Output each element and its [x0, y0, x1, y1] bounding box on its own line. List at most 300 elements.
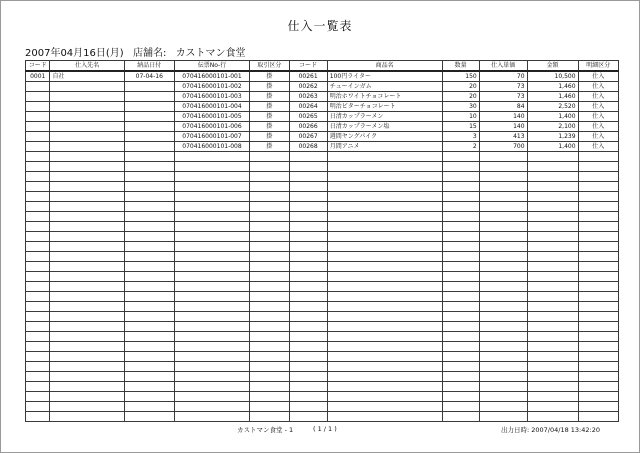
- store-name: カストマン食堂: [175, 48, 246, 59]
- empty-cell: [479, 412, 527, 422]
- empty-cell: [442, 222, 479, 232]
- empty-cell: [50, 292, 124, 302]
- empty-cell: [26, 192, 50, 202]
- cell-supplier-code: [26, 92, 50, 102]
- cell-supplier-name: [50, 142, 124, 152]
- empty-cell: [250, 152, 289, 162]
- empty-cell: [289, 302, 327, 312]
- empty-cell: [250, 312, 289, 322]
- empty-cell: [527, 162, 578, 172]
- empty-cell: [26, 362, 50, 372]
- empty-cell: [578, 212, 618, 222]
- empty-cell: [479, 352, 527, 362]
- empty-cell: [442, 382, 479, 392]
- footer-page-number: ( 1 / 1 ): [313, 425, 337, 433]
- empty-cell: [442, 352, 479, 362]
- empty-cell: [479, 312, 527, 322]
- empty-cell: [327, 152, 442, 162]
- empty-cell: [250, 332, 289, 342]
- empty-cell: [26, 172, 50, 182]
- empty-cell: [250, 402, 289, 412]
- empty-cell: [479, 292, 527, 302]
- empty-row: [26, 312, 619, 322]
- cell-amount: 2,520: [527, 102, 578, 112]
- empty-cell: [527, 212, 578, 222]
- empty-cell: [250, 202, 289, 212]
- empty-cell: [50, 192, 124, 202]
- cell-detail-type: 仕入: [578, 102, 618, 112]
- empty-cell: [26, 282, 50, 292]
- empty-cell: [479, 172, 527, 182]
- cell-product-name: 日清カップラーメン塩: [327, 122, 442, 132]
- empty-cell: [527, 292, 578, 302]
- empty-cell: [578, 292, 618, 302]
- cell-trade-type: 掛: [250, 92, 289, 102]
- empty-cell: [578, 172, 618, 182]
- empty-cell: [479, 242, 527, 252]
- empty-cell: [527, 172, 578, 182]
- empty-cell: [442, 252, 479, 262]
- empty-cell: [578, 402, 618, 412]
- empty-cell: [26, 272, 50, 282]
- empty-cell: [527, 362, 578, 372]
- empty-cell: [327, 382, 442, 392]
- empty-cell: [479, 182, 527, 192]
- cell-supplier-name: [50, 102, 124, 112]
- empty-cell: [26, 412, 50, 422]
- header-detail-type: 明細区分: [578, 61, 618, 72]
- empty-cell: [442, 322, 479, 332]
- empty-cell: [26, 342, 50, 352]
- empty-row: [26, 232, 619, 242]
- empty-cell: [479, 272, 527, 282]
- empty-cell: [50, 222, 124, 232]
- empty-cell: [124, 192, 174, 202]
- empty-cell: [289, 352, 327, 362]
- empty-cell: [289, 342, 327, 352]
- empty-cell: [26, 332, 50, 342]
- empty-cell: [174, 292, 249, 302]
- empty-cell: [527, 272, 578, 282]
- empty-cell: [578, 192, 618, 202]
- cell-product-name: 日清カップラーメン: [327, 112, 442, 122]
- empty-cell: [327, 272, 442, 282]
- empty-row: [26, 222, 619, 232]
- empty-cell: [289, 172, 327, 182]
- empty-row: [26, 182, 619, 192]
- empty-cell: [578, 162, 618, 172]
- empty-cell: [527, 202, 578, 212]
- empty-cell: [174, 262, 249, 272]
- empty-cell: [442, 152, 479, 162]
- empty-cell: [124, 222, 174, 232]
- empty-cell: [50, 272, 124, 282]
- empty-cell: [124, 242, 174, 252]
- empty-cell: [578, 242, 618, 252]
- empty-cell: [124, 372, 174, 382]
- empty-cell: [442, 342, 479, 352]
- empty-cell: [289, 272, 327, 282]
- cell-product-name: 100円ライター: [327, 71, 442, 82]
- cell-trade-type: 掛: [250, 132, 289, 142]
- cell-detail-type: 仕入: [578, 82, 618, 92]
- cell-product-name: 明治ホワイトチョコレート: [327, 92, 442, 102]
- empty-row: [26, 272, 619, 282]
- empty-cell: [250, 322, 289, 332]
- empty-cell: [250, 392, 289, 402]
- cell-product-code: 00262: [289, 82, 327, 92]
- empty-cell: [327, 302, 442, 312]
- empty-cell: [26, 392, 50, 402]
- empty-cell: [289, 162, 327, 172]
- empty-cell: [50, 232, 124, 242]
- empty-cell: [479, 332, 527, 342]
- header-unit-price: 仕入単価: [479, 61, 527, 72]
- empty-cell: [26, 292, 50, 302]
- empty-cell: [50, 332, 124, 342]
- cell-delivery-date: [124, 132, 174, 142]
- cell-delivery-date: [124, 142, 174, 152]
- empty-cell: [442, 232, 479, 242]
- empty-cell: [174, 162, 249, 172]
- cell-trade-type: 掛: [250, 102, 289, 112]
- empty-cell: [442, 392, 479, 402]
- empty-cell: [174, 412, 249, 422]
- cell-delivery-date: [124, 122, 174, 132]
- cell-slip-no: 070416000101-001: [174, 71, 249, 82]
- empty-cell: [124, 252, 174, 262]
- empty-cell: [479, 152, 527, 162]
- empty-cell: [250, 242, 289, 252]
- header-product-code: コード: [289, 61, 327, 72]
- empty-cell: [289, 372, 327, 382]
- empty-cell: [578, 362, 618, 372]
- empty-cell: [124, 202, 174, 212]
- empty-cell: [50, 302, 124, 312]
- empty-cell: [26, 302, 50, 312]
- cell-quantity: 30: [442, 102, 479, 112]
- empty-cell: [124, 302, 174, 312]
- empty-cell: [327, 332, 442, 342]
- empty-cell: [578, 352, 618, 362]
- empty-cell: [174, 382, 249, 392]
- empty-row: [26, 322, 619, 332]
- cell-unit-price: 73: [479, 92, 527, 102]
- empty-cell: [289, 332, 327, 342]
- cell-amount: 2,100: [527, 122, 578, 132]
- empty-cell: [174, 332, 249, 342]
- empty-cell: [289, 392, 327, 402]
- empty-cell: [50, 212, 124, 222]
- empty-cell: [327, 412, 442, 422]
- empty-cell: [124, 182, 174, 192]
- empty-cell: [174, 342, 249, 352]
- empty-cell: [124, 352, 174, 362]
- empty-cell: [174, 322, 249, 332]
- empty-cell: [124, 392, 174, 402]
- cell-amount: 1,239: [527, 132, 578, 142]
- cell-unit-price: 70: [479, 71, 527, 82]
- empty-cell: [124, 282, 174, 292]
- cell-product-name: 月間アニメ: [327, 142, 442, 152]
- cell-supplier-code: [26, 122, 50, 132]
- empty-cell: [442, 312, 479, 322]
- empty-cell: [26, 252, 50, 262]
- header-slip-no: 伝票No-行: [174, 61, 249, 72]
- empty-cell: [124, 292, 174, 302]
- table-row: [26, 132, 619, 142]
- empty-cell: [327, 292, 442, 302]
- cell-supplier-name: 自社: [50, 71, 124, 82]
- empty-row: [26, 152, 619, 162]
- empty-cell: [250, 162, 289, 172]
- empty-cell: [26, 202, 50, 212]
- header-amount: 金額: [527, 61, 578, 72]
- empty-cell: [50, 182, 124, 192]
- empty-cell: [479, 372, 527, 382]
- empty-cell: [527, 192, 578, 202]
- empty-cell: [527, 352, 578, 362]
- empty-cell: [327, 372, 442, 382]
- empty-cell: [289, 222, 327, 232]
- empty-cell: [527, 182, 578, 192]
- empty-cell: [527, 262, 578, 272]
- empty-cell: [174, 152, 249, 162]
- empty-cell: [578, 152, 618, 162]
- empty-cell: [527, 322, 578, 332]
- empty-cell: [174, 172, 249, 182]
- empty-cell: [578, 372, 618, 382]
- empty-cell: [250, 352, 289, 362]
- cell-detail-type: 仕入: [578, 112, 618, 122]
- empty-cell: [442, 262, 479, 272]
- empty-cell: [479, 402, 527, 412]
- cell-supplier-code: [26, 102, 50, 112]
- empty-cell: [50, 162, 124, 172]
- empty-cell: [289, 212, 327, 222]
- cell-slip-no: 070416000101-008: [174, 142, 249, 152]
- empty-cell: [479, 392, 527, 402]
- empty-cell: [527, 222, 578, 232]
- empty-cell: [527, 332, 578, 342]
- cell-amount: 1,460: [527, 92, 578, 102]
- empty-cell: [442, 202, 479, 212]
- cell-slip-no: 070416000101-006: [174, 122, 249, 132]
- empty-cell: [174, 222, 249, 232]
- empty-cell: [578, 252, 618, 262]
- empty-cell: [250, 382, 289, 392]
- empty-cell: [527, 232, 578, 242]
- empty-cell: [527, 242, 578, 252]
- empty-cell: [289, 282, 327, 292]
- empty-cell: [479, 192, 527, 202]
- empty-cell: [50, 282, 124, 292]
- empty-cell: [289, 262, 327, 272]
- empty-cell: [479, 162, 527, 172]
- cell-delivery-date: [124, 92, 174, 102]
- empty-cell: [327, 232, 442, 242]
- empty-cell: [442, 362, 479, 372]
- empty-cell: [174, 352, 249, 362]
- empty-cell: [527, 412, 578, 422]
- header-product-name: 商品名: [327, 61, 442, 72]
- empty-cell: [479, 202, 527, 212]
- cell-detail-type: 仕入: [578, 142, 618, 152]
- cell-supplier-name: [50, 122, 124, 132]
- empty-cell: [527, 252, 578, 262]
- empty-cell: [479, 222, 527, 232]
- empty-cell: [26, 222, 50, 232]
- empty-cell: [289, 382, 327, 392]
- empty-cell: [327, 162, 442, 172]
- empty-row: [26, 302, 619, 312]
- table-row: [26, 142, 619, 152]
- empty-cell: [479, 362, 527, 372]
- cell-quantity: 20: [442, 82, 479, 92]
- table-row: [26, 92, 619, 102]
- empty-cell: [50, 262, 124, 272]
- empty-cell: [527, 392, 578, 402]
- empty-row: [26, 382, 619, 392]
- empty-cell: [250, 302, 289, 312]
- cell-supplier-code: [26, 142, 50, 152]
- empty-cell: [124, 312, 174, 322]
- empty-cell: [124, 152, 174, 162]
- empty-cell: [124, 342, 174, 352]
- cell-product-code: 00267: [289, 132, 327, 142]
- empty-row: [26, 192, 619, 202]
- empty-cell: [174, 302, 249, 312]
- empty-cell: [479, 302, 527, 312]
- empty-cell: [174, 212, 249, 222]
- empty-cell: [289, 412, 327, 422]
- empty-cell: [26, 262, 50, 272]
- empty-cell: [50, 412, 124, 422]
- empty-row: [26, 212, 619, 222]
- footer-output-datetime: 出力日時: 2007/04/18 13:42:20: [501, 426, 600, 434]
- cell-trade-type: 掛: [250, 82, 289, 92]
- empty-cell: [289, 322, 327, 332]
- table-row: [26, 112, 619, 122]
- empty-cell: [250, 172, 289, 182]
- cell-supplier-code: [26, 112, 50, 122]
- empty-cell: [124, 382, 174, 392]
- empty-cell: [124, 332, 174, 342]
- empty-cell: [289, 182, 327, 192]
- cell-quantity: 3: [442, 132, 479, 142]
- empty-cell: [50, 342, 124, 352]
- empty-cell: [327, 222, 442, 232]
- cell-delivery-date: 07-04-16: [124, 71, 174, 82]
- empty-row: [26, 402, 619, 412]
- empty-cell: [174, 282, 249, 292]
- header-trade-type: 取引区分: [250, 61, 289, 72]
- empty-cell: [578, 262, 618, 272]
- table-row: [26, 122, 619, 132]
- cell-quantity: 20: [442, 92, 479, 102]
- empty-cell: [527, 372, 578, 382]
- cell-amount: 1,400: [527, 142, 578, 152]
- empty-cell: [124, 162, 174, 172]
- empty-cell: [327, 172, 442, 182]
- footer-store: カストマン食堂 - 1: [237, 426, 294, 434]
- empty-cell: [174, 202, 249, 212]
- cell-quantity: 15: [442, 122, 479, 132]
- empty-cell: [527, 382, 578, 392]
- empty-cell: [250, 212, 289, 222]
- cell-product-name: 週間ヤングパイク: [327, 132, 442, 142]
- empty-cell: [174, 312, 249, 322]
- cell-detail-type: 仕入: [578, 71, 618, 82]
- empty-row: [26, 262, 619, 272]
- empty-cell: [50, 152, 124, 162]
- empty-cell: [578, 232, 618, 242]
- cell-product-code: 00268: [289, 142, 327, 152]
- empty-row: [26, 172, 619, 182]
- empty-cell: [578, 322, 618, 332]
- empty-cell: [26, 162, 50, 172]
- empty-cell: [174, 242, 249, 252]
- empty-row: [26, 392, 619, 402]
- empty-cell: [289, 232, 327, 242]
- empty-cell: [442, 282, 479, 292]
- empty-cell: [250, 272, 289, 282]
- empty-cell: [26, 372, 50, 382]
- empty-cell: [442, 182, 479, 192]
- empty-row: [26, 362, 619, 372]
- empty-cell: [578, 202, 618, 212]
- empty-cell: [578, 282, 618, 292]
- empty-cell: [250, 252, 289, 262]
- table-row: [26, 82, 619, 92]
- empty-row: [26, 372, 619, 382]
- empty-cell: [124, 322, 174, 332]
- cell-unit-price: 140: [479, 122, 527, 132]
- header-supplier-name: 仕入先名: [50, 61, 124, 72]
- empty-row: [26, 352, 619, 362]
- empty-cell: [527, 152, 578, 162]
- empty-cell: [124, 362, 174, 372]
- empty-cell: [124, 262, 174, 272]
- empty-row: [26, 252, 619, 262]
- empty-cell: [442, 402, 479, 412]
- empty-cell: [26, 152, 50, 162]
- empty-cell: [250, 232, 289, 242]
- empty-cell: [527, 402, 578, 412]
- cell-product-name: 明治ビターチョコレート: [327, 102, 442, 112]
- cell-product-code: 00261: [289, 71, 327, 82]
- cell-unit-price: 140: [479, 112, 527, 122]
- cell-unit-price: 73: [479, 82, 527, 92]
- empty-cell: [26, 352, 50, 362]
- empty-cell: [50, 402, 124, 412]
- empty-cell: [50, 322, 124, 332]
- empty-cell: [26, 382, 50, 392]
- empty-cell: [479, 262, 527, 272]
- empty-cell: [289, 192, 327, 202]
- empty-cell: [327, 192, 442, 202]
- empty-cell: [442, 302, 479, 312]
- empty-cell: [289, 252, 327, 262]
- cell-trade-type: 掛: [250, 112, 289, 122]
- cell-detail-type: 仕入: [578, 132, 618, 142]
- report-date: 2007年04月16日(月): [25, 48, 124, 59]
- header-quantity: 数量: [442, 61, 479, 72]
- empty-cell: [578, 392, 618, 402]
- empty-cell: [327, 212, 442, 222]
- empty-cell: [578, 182, 618, 192]
- empty-cell: [327, 322, 442, 332]
